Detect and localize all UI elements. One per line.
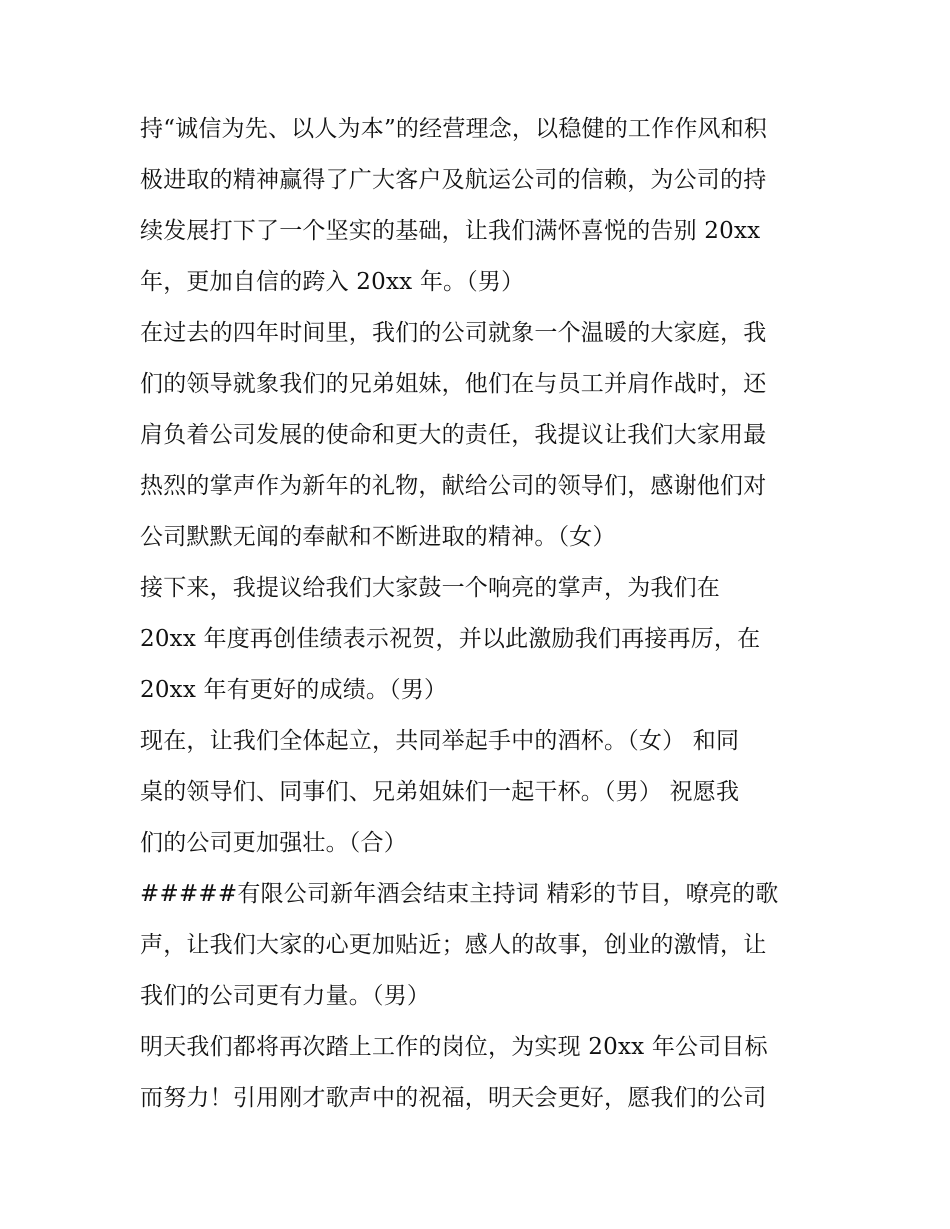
- text-line: 续发展打下了一个坚实的基础，让我们满怀喜悦的告别 20xx: [140, 218, 761, 244]
- text-line: 在过去的四年时间里，我们的公司就象一个温暖的大家庭，我: [140, 320, 767, 346]
- text-line: 年，更加自信的跨入 20xx 年。（男）: [140, 269, 525, 295]
- text-line: 们的公司更加强壮。（合）: [140, 830, 407, 856]
- text-line: 而努力！引用刚才歌声中的祝福，明天会更好，愿我们的公司: [140, 1085, 767, 1111]
- text-line: 们的领导就象我们的兄弟姐妹，他们在与员工并肩作战时，还: [140, 371, 767, 397]
- document-page: [140, 104, 820, 1124]
- text-line: 我们的公司更有力量。（男）: [140, 983, 431, 1009]
- text-line: 20xx 年度再创佳绩表示祝贺，并以此激励我们再接再厉，在: [140, 626, 761, 652]
- text-line: 公司默默无闻的奉献和不断进取的精神。（女）: [140, 524, 616, 550]
- text-line: 现在，让我们全体起立，共同举起手中的酒杯。（女） 和同: [140, 728, 740, 754]
- text-line: 极进取的精神赢得了广大客户及航运公司的信赖，为公司的持: [140, 167, 767, 193]
- text-line: 20xx 年有更好的成绩。（男）: [140, 677, 448, 703]
- text-line: 声，让我们大家的心更加贴近；感人的故事，创业的激情，让: [140, 932, 767, 958]
- text-line: 接下来，我提议给我们大家鼓一个响亮的掌声，为我们在: [140, 575, 720, 601]
- text-line: #####有限公司新年酒会结束主持词 精彩的节目，嘹亮的歌: [140, 881, 779, 907]
- text-line: 桌的领导们、同事们、兄弟姐妹们一起干杯。（男） 祝愿我: [140, 779, 740, 805]
- text-line: 持“诚信为先、以人为本”的经营理念，以稳健的工作作风和积: [140, 116, 768, 142]
- text-line: 肩负着公司发展的使命和更大的责任，我提议让我们大家用最: [140, 422, 767, 448]
- text-line: 热烈的掌声作为新年的礼物，献给公司的领导们，感谢他们对: [140, 473, 767, 499]
- text-line: 明天我们都将再次踏上工作的岗位，为实现 20xx 年公司目标: [140, 1034, 768, 1060]
